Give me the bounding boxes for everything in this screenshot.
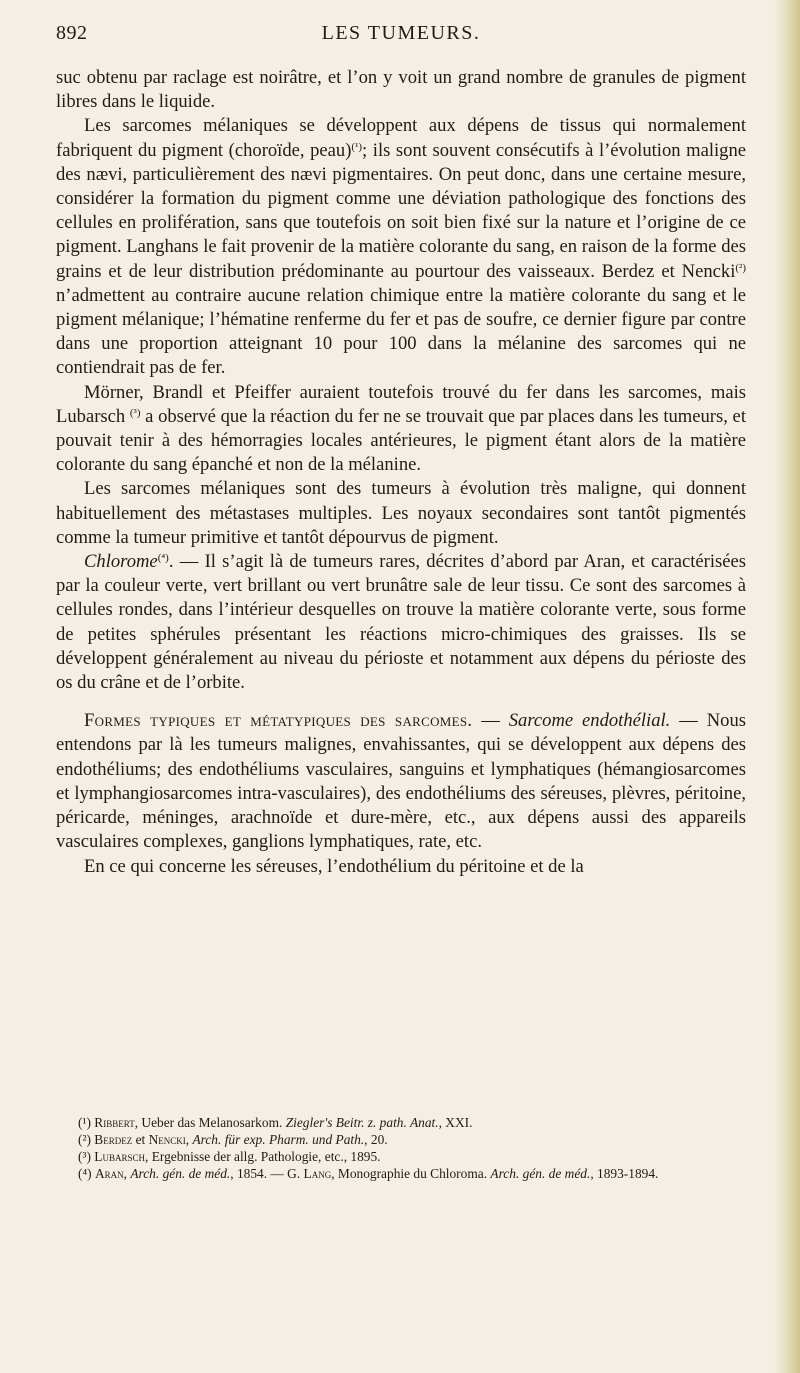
paragraph-3-text: a observé que la réaction du fer ne se trouvait que par places dans les tumeurs, et pouvait tenir à des hémorragies locales antérieures, le pigment étant alors de la matière colorante du sang épanché et non de la mélanine. <box>56 405 746 476</box>
footnote-author: Ribbert <box>94 1115 135 1130</box>
footnote-author: Berdez <box>94 1132 133 1147</box>
footnote-journal: Arch. für exp. Pharm. und Path. <box>192 1132 365 1147</box>
footnote-ref-3: (³) <box>129 406 141 419</box>
running-title: LES TUMEURS. <box>321 22 481 44</box>
footnote-number: (³) <box>78 1149 91 1164</box>
paragraph-4: Les sarcomes mélaniques sont des tumeurs à évolution très maligne, qui donnent habituellement des métastases multiples. Les noyaux secondaires sont tantôt pigmentés comme la tumeur primitive et tantôt dépourvus de pigment. <box>56 478 746 548</box>
footnote-author: Nencki <box>148 1132 186 1147</box>
paragraph-2-text: n’admettent au contraire aucune relation chimique entre la matière colorante du sang et le pigment mélanique; l’hématine renferme du fer et pas de soufre, ce dernier figure par contre dans une proportion atteignant 10 pour 100 dans la mélanine des sarcomes qui ne contiendrait pas de fer. <box>56 284 746 379</box>
footnote-ref-1: (¹) <box>351 140 363 153</box>
page-number: 892 <box>56 22 88 44</box>
footnote-number: (²) <box>78 1132 91 1147</box>
paragraph-sarcome-endothelial <box>56 709 746 854</box>
footnote-number: (¹) <box>78 1115 91 1130</box>
footnote-author: Lang <box>303 1166 332 1181</box>
footnote-4 <box>56 1165 746 1182</box>
body-text <box>56 66 746 879</box>
footnote-text: , Ergebnisse der allg. Pathologie, etc., 1895. <box>145 1149 381 1164</box>
footnote-text: , XXI. <box>438 1115 473 1130</box>
footnote-author: Lubarsch <box>94 1149 145 1164</box>
footnote-number: (⁴) <box>78 1166 92 1181</box>
footnote-text: , 1854. — G. <box>230 1166 304 1181</box>
footnote-journal: Arch. gén. de méd. <box>490 1166 591 1181</box>
footnotes <box>56 1114 746 1182</box>
footnote-text: , <box>123 1166 131 1181</box>
chlorome-term: Chlorome <box>84 551 158 573</box>
sarcome-endothelial-term: Sarcome endothélial. <box>508 710 671 732</box>
paragraph-last: En ce qui concerne les séreuses, l’endothélium du péritoine et de la <box>84 855 584 877</box>
section-heading: Formes typiques et métatypiques des sarcomes. <box>84 710 473 732</box>
page-edge-shadow <box>774 0 800 1373</box>
heading-dash: — <box>472 710 509 732</box>
footnote-ref-2: (²) <box>735 261 746 274</box>
footnote-1 <box>56 1114 746 1131</box>
paragraph-2 <box>56 114 746 380</box>
footnote-text: , Ueber das Melanosarkom. <box>134 1115 286 1130</box>
footnote-journal: Ziegler's Beitr. z. path. Anat. <box>285 1115 439 1130</box>
paragraph-chlorome <box>56 550 746 695</box>
sarcome-endothelial-text: — Nous entendons par là les tumeurs malignes, envahissantes, qui se développent aux dépens des endothéliums; des endothéliums vasculaires, sanguins et lymphatiques (hémangiosarcomes et lymphangiosarcomes intra-vasculaires), des endothéliums des séreuses, plèvres, péritoine, péricarde, méninges, arachnoïde et dure-mère, etc., aux dépens aussi des appareils vasculaires complexes, ganglions lymphatiques, rate, etc. <box>56 710 746 853</box>
footnote-text: , 20. <box>364 1132 388 1147</box>
page-header <box>56 22 746 52</box>
paragraph-1: suc obtenu par raclage est noirâtre, et l’on y voit un grand nombre de granules de pigment libres dans le liquide. <box>56 67 746 113</box>
paragraph-2-text: Les sarcomes mélaniques se développent aux dépens de tissus qui normalement fabriquent du pigment (choroïde, peau) <box>56 115 746 161</box>
paragraph-2-text: ; ils sont souvent consécutifs à l’évolution maligne des nævi, particulièrement des nævi pigmentaires. On peut donc, dans une certaine mesure, considérer la formation du pigment comme une déviation pathologique des fonctions des cellules en prolifération, sans que toutefois on soit bien fixé sur la nature et l’origine de ce pigment. Langhans le fait provenir de la matière colorante du sang, en raison de la forme des grains et de leur distribution prédominante au pourtour des vaisseaux. Berdez et Nencki <box>56 139 747 282</box>
paragraph-3 <box>56 381 746 478</box>
footnote-journal: Arch. gén. de méd. <box>130 1166 231 1181</box>
footnote-text: , <box>185 1132 193 1147</box>
footnote-text: , Monographie du Chloroma. <box>331 1166 491 1181</box>
paragraph-3-text: Mörner, Brandl et Pfeiffer auraient toutefois trouvé du fer dans les sarcomes, mais Lubarsch <box>56 381 746 427</box>
footnote-text: , 1893-1894. <box>590 1166 659 1181</box>
chlorome-text: . — Il s’agit là de tumeurs rares, décrites d’abord par Aran, et caractérisées par la couleur verte, vert brillant ou vert brunâtre sale de leur tissu. Ce sont des sarcomes à cellules rondes, dans l’intérieur desquelles on trouve la matière colorante verte, sous forme de petites sphérules présentant les réactions micro-chimiques des graisses. Ils se développent généralement au niveau du périoste et notamment aux dépens du périoste des os du crâne et de l’orbite. <box>56 551 746 694</box>
footnote-ref-4: (⁴) <box>157 552 169 565</box>
footnote-author: Aran <box>94 1166 124 1181</box>
footnote-3 <box>56 1148 746 1165</box>
footnote-text: et <box>132 1132 149 1147</box>
section-spacer <box>56 695 746 709</box>
footnote-2 <box>56 1131 746 1148</box>
